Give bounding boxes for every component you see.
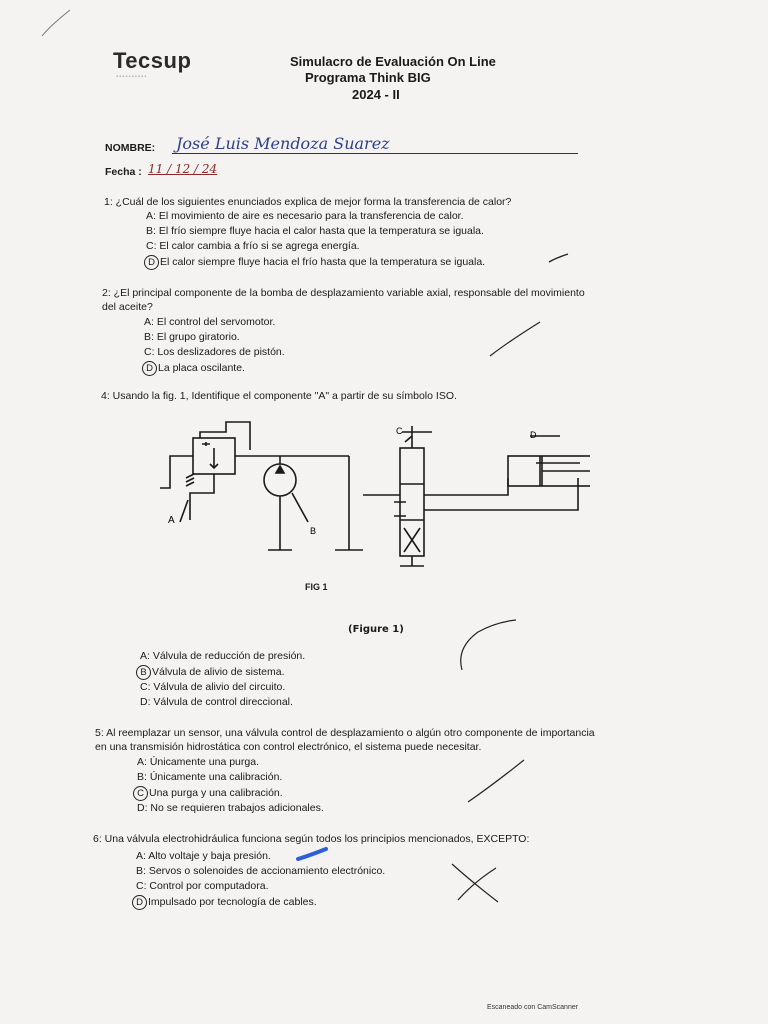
exam-title: Simulacro de Evaluación On Line [290,54,496,69]
check-mark-icon [548,252,570,264]
date-handwritten: 11 / 12 / 24 [148,162,218,176]
question-1-option-b: B: El frío siempre fluye hacia el calor hasta que la temperatura se iguala. [146,225,484,237]
question-5-text-line2: en una transmisión hidrostática con control electrónico, el sistema puede necesitar. [95,741,482,753]
term-title: 2024 - II [352,87,400,102]
check-mark-icon [488,320,542,358]
question-5-option-a: A: Únicamente una purga. [137,756,259,768]
question-1-option-d [144,255,485,270]
question-6-option-b: B: Servos o solenoides de accionamiento electrónico. [136,865,386,877]
question-1-option-c: C: El calor cambia a frío si se agrega energía. [146,240,360,252]
question-4-text: 4: Usando la fig. 1, Identifique el componente "A" a partir de su símbolo ISO. [101,390,457,402]
figure-label-a: A [168,515,175,526]
check-mark-icon [458,618,518,672]
figure-label-d: D [530,430,537,440]
question-6-option-a: A: Alto voltaje y baja presión. [136,850,271,862]
question-2-option-b: B: El grupo giratorio. [144,331,240,343]
question-2-option-d-text: La placa oscilante. [158,362,245,374]
question-1-text: 1: ¿Cuál de los siguientes enunciados explica de mejor forma la transferencia de calor? [104,196,512,208]
question-5-text-line1: 5: Al reemplazar un sensor, una válvula control de desplazamiento o algún otro componente de importancia [95,727,595,739]
name-underline [172,153,578,154]
answer-circle: D [132,895,147,910]
fig-caption: FIG 1 [305,582,328,592]
question-5-option-b: B: Únicamente una calibración. [137,771,283,783]
tecsup-logo: Tecsup [113,48,192,73]
question-2-option-d [142,361,245,376]
question-4-option-c: C: Válvula de alivio del circuito. [140,681,286,693]
figure-label-c: C [396,426,403,436]
question-2-text-line1: 2: ¿El principal componente de la bomba de desplazamiento variable axial, responsable del movimiento [102,287,585,299]
question-6-text: 6: Una válvula electrohidráulica funciona según todos los principios mencionados, EXCEPTO: [93,833,530,845]
answer-circle: C [133,786,148,801]
question-5-option-d: D: No se requieren trabajos adicionales. [137,802,324,814]
question-6-option-c: C: Control por computadora. [136,880,269,892]
question-5-option-c [133,786,283,801]
pen-stroke-mark [40,8,72,38]
answer-circle: D [142,361,157,376]
program-title: Programa Think BIG [305,70,431,85]
question-2-option-a: A: El control del servomotor. [144,316,276,328]
logo-tagline-graphic: ▪▪▪▪▪▪▪▪▪▪ [116,74,148,80]
question-1-option-d-text: El calor siempre fluye hacia el frío hasta que la temperatura se iguala. [160,256,486,268]
name-handwritten: José Luis Mendoza Suarez [176,134,390,153]
figure-caption: (Figure 1) [348,624,404,635]
question-4-option-b-text: Válvula de alivio de sistema. [152,666,285,678]
figure-label-b: B [310,526,317,536]
question-4-option-b [136,665,285,680]
question-2-text-line2: del aceite? [102,301,153,313]
answer-circle: D [144,255,159,270]
hydraulic-circuit-figure [150,418,590,578]
answer-circle: B [136,665,151,680]
question-5-option-c-text: Una purga y una calibración. [149,787,283,799]
scanner-footer: Escaneado con CamScanner [487,1004,579,1011]
cross-mark-icon [448,862,502,904]
blue-ink-mark [296,846,330,862]
name-label: NOMBRE: [105,142,156,154]
question-4-option-a: A: Válvula de reducción de presión. [140,650,306,662]
date-label: Fecha : [105,166,142,178]
question-6-option-d-text: Impulsado por tecnología de cables. [148,896,317,908]
question-1-option-a: A: El movimiento de aire es necesario para la transferencia de calor. [146,210,464,222]
question-6-option-d [132,895,317,910]
question-2-option-c: C: Los deslizadores de pistón. [144,346,285,358]
check-mark-icon [466,758,526,804]
question-4-option-d: D: Válvula de control direccional. [140,696,293,708]
